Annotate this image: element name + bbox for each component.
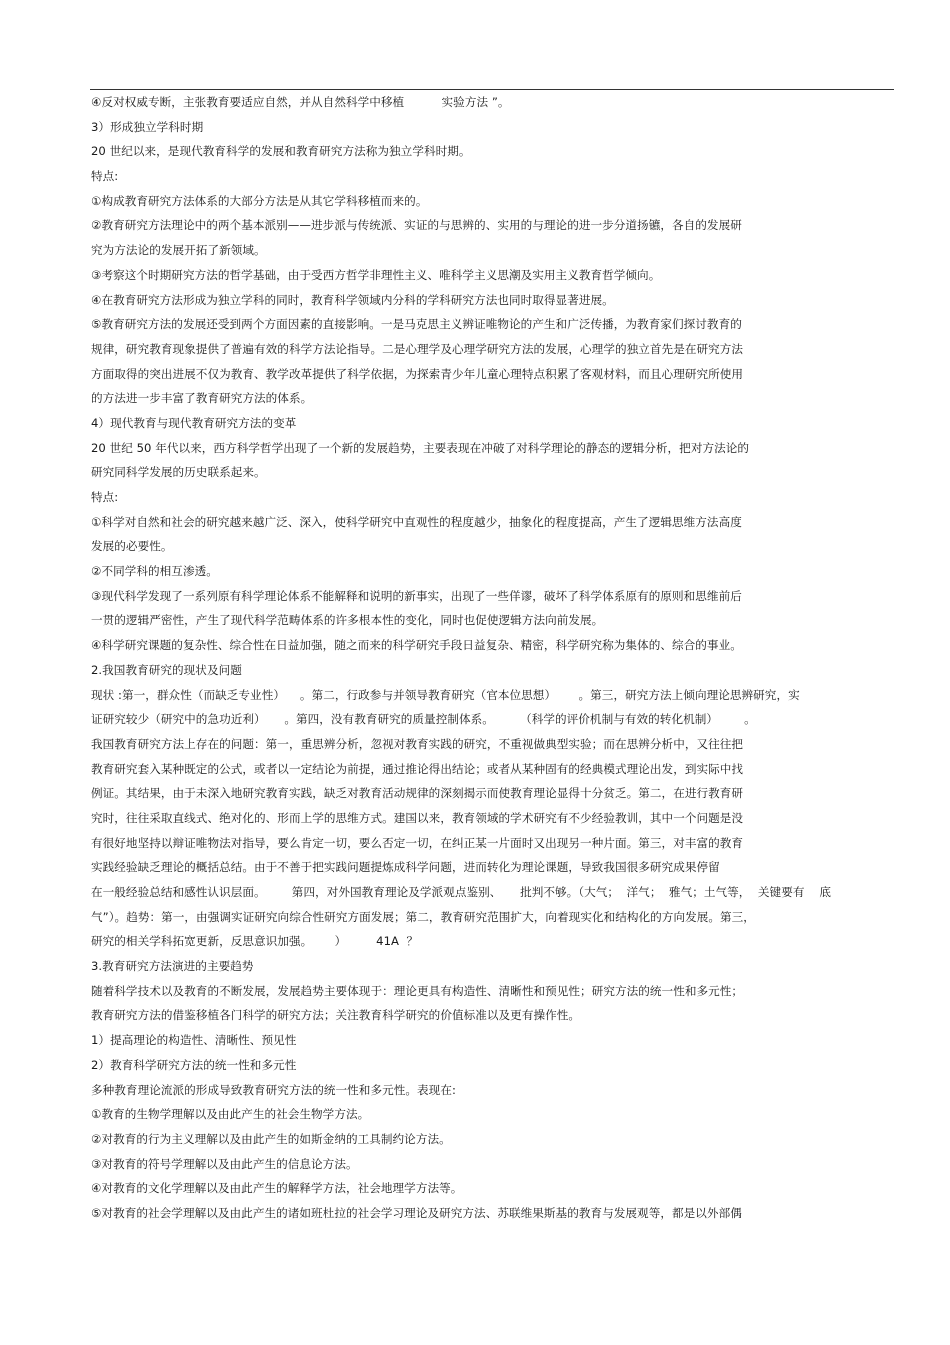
text-line: 发展的必要性。 [91,539,173,554]
text-line: ⑤教育研究方法的发展还受到两个方面因素的直接影响。一是马克思主义辨证唯物论的产生和广泛传播，为教育家们探讨教育的 [91,317,742,332]
text-line: ③考察这个时期研究方法的哲学基础，由于受西方哲学非理性主义、唯科学主义思潮及实用主义教育哲学倾向。 [91,267,661,282]
text-line: ①科学对自然和社会的研究越来越广泛、深入，使科学研究中直观性的程度越少，抽象化的程度提高，产生了逻辑思维方法高度 [91,514,742,529]
text-line: ④对教育的文化学理解以及由此产生的解释学方法，社会地理学方法等。 [91,1181,463,1196]
text-line: 一贯的逻辑严密性，产生了现代科学范畴体系的许多根本性的变化，同时也促使逻辑方法向前发展。 [91,613,604,628]
text-line: 研究同科学发展的历史联系起来。 [91,465,266,480]
text-line: 3.教育研究方法演进的主要趋势 [91,959,254,974]
text-line: 规律，研究教育现象提供了普遍有效的科学方法论指导。二是心理学及心理学研究方法的发展，心理学的独立首先是在研究方法 [91,341,744,356]
text-line: ④在教育研究方法形成为独立学科的同时，教育科学领域内分科的学科研究方法也同时取得显著进展。 [91,292,614,307]
text-line: 4）现代教育与现代教育研究方法的变革 [91,415,297,430]
text-line: 实践经验缺乏理论的概括总结。由于不善于把实践问题提炼成科学问题，进而转化为理论课题，导致我国很多研究成果停留 [91,860,720,875]
text-line: 气”）。趋势：第一，由强调实证研究向综合性研究方面发展；第二，教育研究范围扩大，向着现实化和结构化的方向发展。第三， [91,909,755,924]
text-line: 多种教育理论流派的形成导致教育研究方法的统一性和多元性。表现在: [91,1082,456,1097]
text-line: ②教育研究方法理论中的两个基本派别——进步派与传统派、实证的与思辨的、实用的与理论的进一步分道扬镳，各自的发展研 [91,218,742,233]
text-line: 2）教育科学研究方法的统一性和多元性 [91,1057,297,1072]
text-line: ①构成教育研究方法体系的大部分方法是从其它学科移植而来的。 [91,193,428,208]
text-line: 20 世纪以来，是现代教育科学的发展和教育研究方法称为独立学科时期。 [91,144,471,159]
text-line: ④反对权威专断，主张教育要适应自然，并从自然科学中移植 实验方法 ”。 [91,95,510,109]
text-line: 随着科学技术以及教育的不断发展，发展趋势主要体现于：理论更具有构造性、清晰性和预见性；研究方法的统一性和多元性； [91,983,744,998]
text-line: 教育研究套入某种既定的公式，或者以一定结论为前提，通过推论得出结论；或者从某种固有的经典模式理论出发，到实际中找 [91,761,744,776]
text-line: 证研究较少（研究中的急功近利） 。第四，没有教育研究的质量控制体系。 （科学的评价机制与有效的转化机制） 。 [91,712,756,727]
text-line: ③现代科学发现了一系列原有科学理论体系不能解释和说明的新事实，出现了一些佯谬，破坏了科学体系原有的原则和思维前后 [91,588,742,603]
text-line: 20 世纪 50 年代以来，西方科学哲学出现了一个新的发展趋势，主要表现在冲破了对科学理论的静态的逻辑分析，把对方法论的 [91,440,750,455]
text-line: 方面取得的突出进展不仅为教育、教学改革提供了科学依据，为探索青少年儿童心理特点积累了客观材料，而且心理研究所使用 [91,366,744,381]
text-line: 1）提高理论的构造性、清晰性、预见性 [91,1033,297,1048]
text-line: 教育研究方法的借鉴移植各门科学的研究方法；关注教育科学研究的价值标准以及更有操作性。 [91,1008,581,1023]
text-line: ②对教育的行为主义理解以及由此产生的如斯金纳的工具制约论方法。 [91,1131,451,1146]
text-line: 3）形成独立学科时期 [91,119,204,134]
text-line: ④科学研究课题的复杂性、综合性在日益加强，随之而来的科学研究手段日益复杂、精密，科学研究称为集体的、综合的事业。 [91,638,742,653]
text-line: 有很好地坚持以辩证唯物法对指导，要么肯定一切，要么否定一切，在纠正某一片面时又出现另一种片面。第三，对丰富的教育 [91,835,744,850]
text-line: 现状 :第一，群众性（而缺乏专业性） 。第二，行政参与并领导教育研究（官本位思想） 。第三，研究方法上倾向理论思辨研究，实 [91,687,800,702]
text-line: ①教育的生物学理解以及由此产生的社会生物学方法。 [91,1107,370,1122]
text-line: 特点: [91,169,119,184]
text-line: 我国教育研究方法上存在的问题：第一，重思辨分析，忽视对教育实践的研究，不重视做典型实验；而在思辨分析中，又往往把 [91,736,744,751]
text-line: 研究的相关学科拓宽更新，反思意识加强。 ） 41A ？ [91,934,419,949]
text-line: 特点: [91,490,119,504]
text-line: 2.我国教育研究的现状及问题 [91,662,242,677]
text-line: ②不同学科的相互渗透。 [91,564,218,579]
text-line: 在一般经验总结和感性认识层面。 第四，对外国教育理论及学派观点鉴别、 批判不够。（大气； 洋气； 雅气；土气等， 关键要有 底 [91,885,832,899]
text-line: 的方法进一步丰富了教育研究方法的体系。 [91,391,313,406]
text-line: ③对教育的符号学理解以及由此产生的信息论方法。 [91,1156,358,1171]
text-line: 例证。其结果，由于未深入地研究教育实践，缺乏对教育活动规律的深刻揭示而使教育理论显得十分贫乏。第二，在进行教育研 [91,786,744,801]
document-body [91,90,897,1226]
text-line: 究时，往往采取直线式、绝对化的、形而上学的思维方式。建国以来，教育领域的学术研究有不少经验教训，其中一个问题是没 [91,810,744,825]
text-line: ⑤对教育的社会学理解以及由此产生的诸如班杜拉的社会学习理论及研究方法、苏联维果斯基的教育与发展观等，都是以外部偶 [91,1205,742,1220]
text-line: 究为方法论的发展开拓了新领域。 [91,243,266,258]
